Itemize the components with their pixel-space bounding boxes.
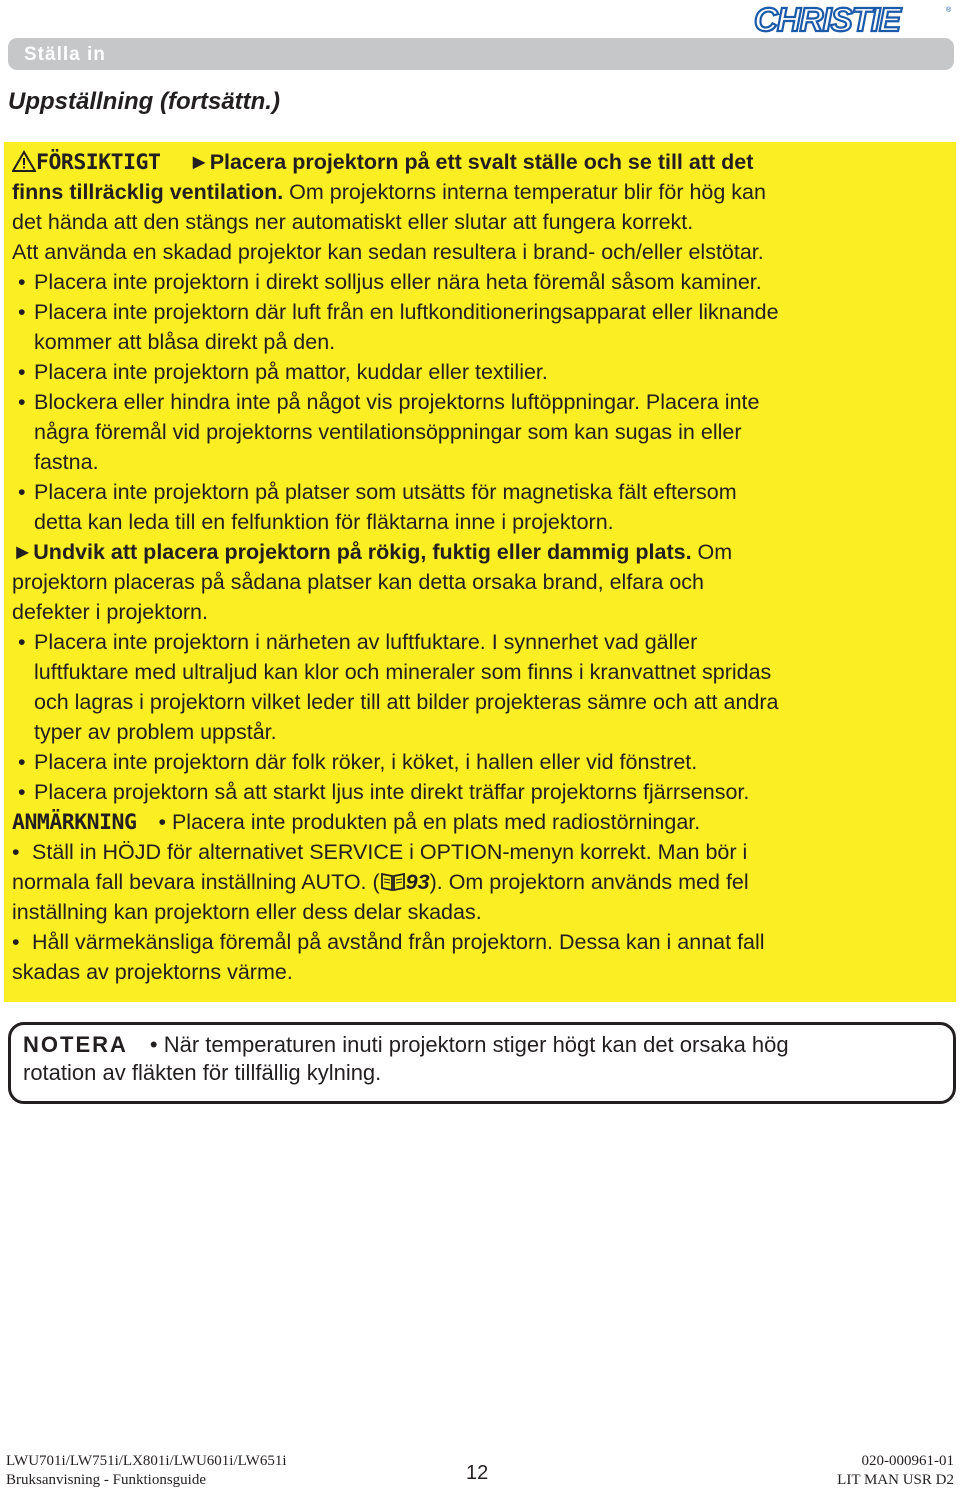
notice-line-1: ANMÄRKNING • Placera inte produkten på en plats med radiostörningar.: [12, 810, 701, 835]
bullet-icon: •: [18, 390, 26, 414]
caution-bullet-5-line-1: Placera inte projektorn på platser som utsätts för magnetiska fält eftersom: [34, 480, 737, 504]
note-box: [8, 1022, 956, 1104]
note-label: NOTERA: [23, 1032, 128, 1057]
caution-lead-line-4: Att använda en skadad projektor kan sedan resultera i brand- och/eller elstötar.: [12, 240, 764, 264]
caution-lead2-line-1: ►Undvik att placera projektorn på rökig, fuktig eller dammig plats. Om: [12, 540, 733, 564]
page-reference[interactable]: 93: [405, 870, 430, 894]
caution-bullet-4-line-1: Blockera eller hindra inte på något vis projektorns luftöppningar. Placera inte: [34, 390, 760, 414]
arrow-icon: ►: [12, 540, 34, 564]
page-title: Uppställning (fortsättn.): [8, 88, 280, 115]
caution-bullet-2-line-1: Placera inte projektorn där luft från en luftkonditioneringsapparat eller liknande: [34, 300, 779, 324]
caution-bullet-3: Placera inte projektorn på mattor, kuddar eller textilier.: [34, 360, 548, 384]
footer-right: [837, 1452, 954, 1490]
caution-bullet-2-line-2: kommer att blåsa direkt på den.: [34, 330, 336, 354]
bullet-icon: •: [18, 360, 26, 384]
caution-bullet-6-line-2: luftfuktare med ultraljud kan klor och mineraler som finns i kranvattnet spridas: [34, 660, 772, 684]
svg-text:®: ®: [946, 7, 952, 14]
caution-lead-line-2: finns tillräcklig ventilation. Om projektorns interna temperatur blir för hög kan: [12, 180, 766, 204]
bullet-icon: •: [18, 780, 26, 804]
footer-models: LWU701i/LW751i/LX801i/LWU601i/LW651i: [6, 1453, 287, 1469]
caution-bullet-8: Placera projektorn så att starkt ljus inte direkt träffar projektorns fjärrsensor.: [34, 780, 750, 804]
caution-lead2-line-2: projektorn placeras på sådana platser kan detta orsaka brand, elfara och: [12, 570, 705, 594]
footer-lit-code: LIT MAN USR D2: [837, 1472, 954, 1488]
notice-item-3-line-2: skadas av projektorns värme.: [12, 960, 293, 984]
bullet-icon: •: [12, 840, 20, 864]
bullet-icon: •: [18, 480, 26, 504]
caution-bullet-4-line-2: några föremål vid projektorns ventilationsöppningar som kan sugas in eller: [34, 420, 742, 444]
bullet-icon: •: [18, 270, 26, 294]
bullet-icon: •: [18, 300, 26, 324]
footer-left: [6, 1452, 287, 1490]
section-header: [8, 38, 954, 70]
caution-box: [4, 142, 956, 1002]
notice-item-2-line-3: inställning kan projektorn eller dess delar skadas.: [12, 900, 482, 924]
bullet-icon: •: [18, 630, 26, 654]
christie-logo: [752, 2, 956, 36]
arrow-icon: ►: [188, 150, 210, 174]
caution-lead-line-3: det hända att den stängs ner automatiskt eller slutar att fungera korrekt.: [12, 210, 694, 234]
caution-bullet-6-line-3: och lagras i projektorn vilket leder till att bilder projekteras sämre och att andra: [34, 690, 779, 714]
caution-lead2-line-3: defekter i projektorn.: [12, 600, 208, 624]
caution-bullet-5-line-2: detta kan leda till en felfunktion för fläktarna inne i projektorn.: [34, 510, 614, 534]
caution-bullet-6-line-1: Placera inte projektorn i närheten av luftfuktare. I synnerhet vad gäller: [34, 630, 698, 654]
warning-triangle-icon: [12, 150, 36, 172]
bullet-icon: •: [12, 930, 20, 954]
caution-label: FÖRSIKTIGT: [36, 150, 161, 175]
page-number: 12: [466, 1462, 489, 1484]
notice-label: ANMÄRKNING: [12, 810, 137, 835]
book-reference-icon: [380, 870, 406, 892]
note-line-2: rotation av fläkten för tillfällig kylning.: [23, 1060, 382, 1085]
bullet-icon: •: [18, 750, 26, 774]
notice-item-3-line-1: Håll värmekänsliga föremål på avstånd från projektorn. Dessa kan i annat fall: [32, 930, 765, 954]
caution-bullet-7: Placera inte projektorn där folk röker, i köket, i hallen eller vid fönstret.: [34, 750, 698, 774]
notice-item-2-line-1: Ställ in HÖJD för alternativet SERVICE i OPTION-menyn korrekt. Man bör i: [32, 840, 748, 864]
notice-item-2-line-2: normala fall bevara inställning AUTO. ( 93). Om projektorn används med fel: [12, 870, 749, 894]
footer-guide: Bruksanvisning - Funktionsguide: [6, 1472, 207, 1488]
caution-bullet-4-line-3: fastna.: [34, 450, 99, 474]
note-line-1: NOTERA • När temperaturen inuti projektorn stiger högt kan det orsaka hög: [23, 1032, 789, 1057]
section-title: Ställa in: [24, 44, 106, 65]
svg-text:CHRISTIE: CHRISTIE: [754, 2, 901, 36]
caution-bullet-6-line-4: typer av problem uppstår.: [34, 720, 277, 744]
caution-lead-line-1: FÖRSIKTIGT ►Placera projektorn på ett svalt ställe och se till att det: [12, 147, 753, 178]
footer-doc-number: 020-000961-01: [861, 1453, 954, 1469]
caution-bullet-1: Placera inte projektorn i direkt solljus eller nära heta föremål såsom kaminer.: [34, 270, 762, 294]
